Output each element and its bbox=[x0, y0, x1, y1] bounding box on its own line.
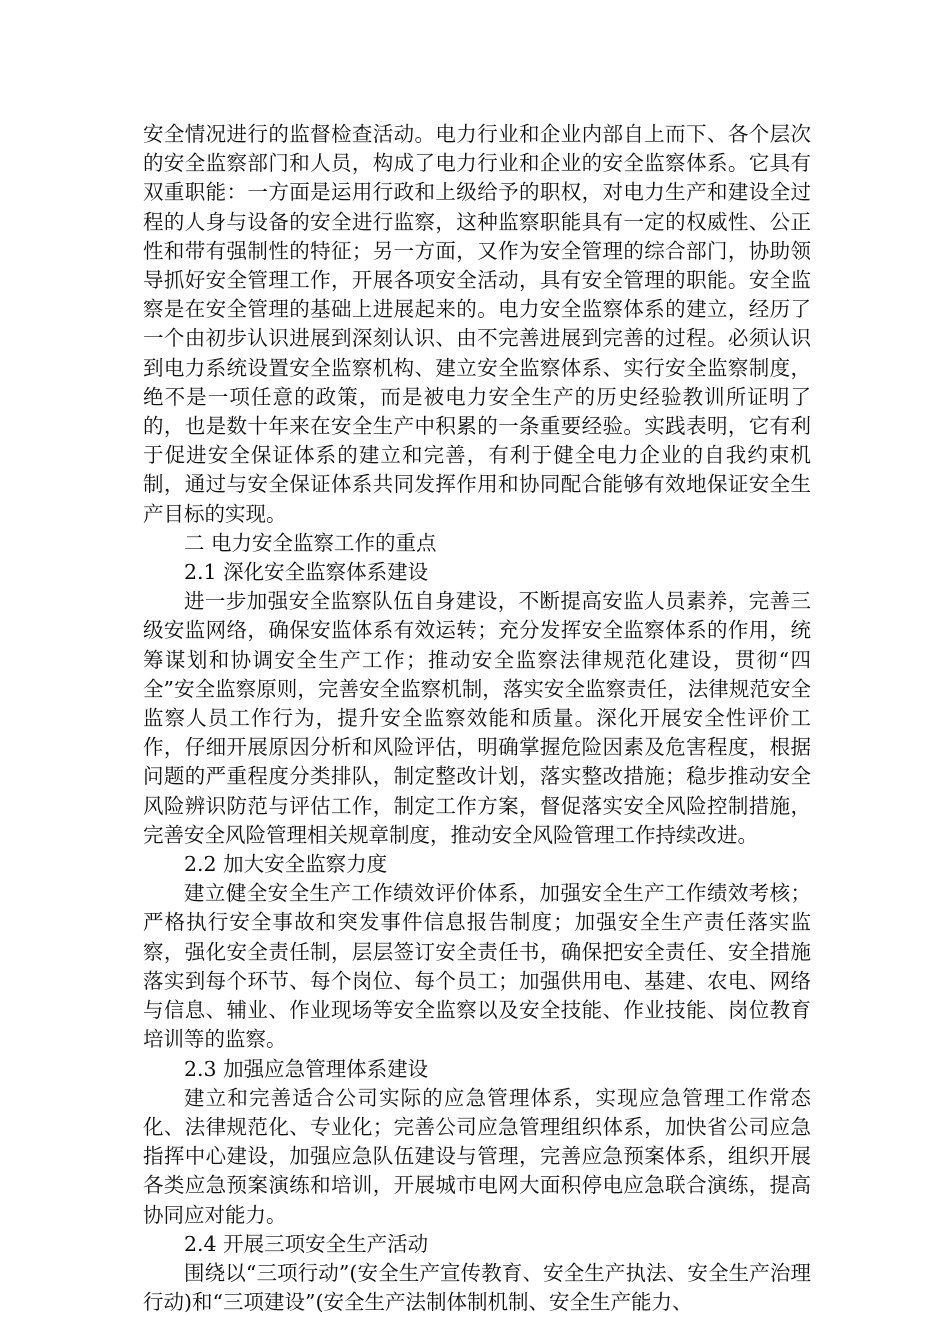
paragraph-2-2: 建立健全安全生产工作绩效评价体系，加强安全生产工作绩效考核；严格执行安全事故和突发事件信息报告制度；加强安全生产责任落实监察，强化安全责任制，层层签订安全责任书，确保把安全责任、安全措施落实到每个环节、每个岗位、每个员工；加强供用电、基建、农电、网络与信息、辅业、作业现场等安全监察以及安全技能、作业技能、岗位教育培训等的监察。 bbox=[143, 881, 811, 1052]
subsection-heading-2-3: 2.3 加强应急管理体系建设 bbox=[184, 1056, 429, 1081]
section-heading-2: 二 电力安全监察工作的重点 bbox=[184, 530, 437, 555]
document-page bbox=[143, 120, 811, 1317]
paragraph-2-3: 建立和完善适合公司实际的应急管理体系，实现应急管理工作常态化、法律规范化、专业化；完善公司应急管理组织体系，加快省公司应急指挥中心建设，加强应急队伍建设与管理，完善应急预案体系，组织开展各类应急预案演练和培训，开展城市电网大面积停电应急联合演练，提高协同应对能力。 bbox=[143, 1085, 811, 1227]
paragraph-2-1: 进一步加强安全监察队伍自身建设，不断提高安监人员素养，完善三级安监网络，确保安监体系有效运转；充分发挥安全监察体系的作用，统筹谋划和协调安全生产工作；推动安全监察法律规范化建设，贯彻“四全”安全监察原则，完善安全监察机制，落实安全监察责任，法律规范安全监察人员工作行为，提升安全监察效能和质量。深化开展安全性评价工作，仔细开展原因分析和风险评估，明确掌握危险因素及危害程度，根据问题的严重程度分类排队，制定整改计划，落实整改措施；稳步推动安全风险辨识防范与评估工作，制定工作方案，督促落实安全风险控制措施，完善安全风险管理相关规章制度，推动安全风险管理工作持续改进。 bbox=[143, 589, 811, 847]
paragraph-2-4: 围绕以“三项行动”(安全生产宣传教育、安全生产执法、安全生产治理行动)和“三项建设”(安全生产法制体制机制、安全生产能力、 bbox=[143, 1260, 811, 1315]
paragraph-intro: 安全情况进行的监督检查活动。电力行业和企业内部自上而下、各个层次的安全监察部门和人员，构成了电力行业和企业的安全监察体系。它具有双重职能：一方面是运用行政和上级给予的职权，对电力生产和建设全过程的人身与设备的安全进行监察，这种监察职能具有一定的权威性、公正性和带有强制性的特征；另一方面，又作为安全管理的综合部门，协助领导抓好安全管理工作，开展各项安全活动，具有安全管理的职能。安全监察是在安全管理的基础上进展起来的。电力安全监察体系的建立，经历了一个由初步认识进展到深刻认识、由不完善进展到完善的过程。必须认识到电力系统设置安全监察机构、建立安全监察体系、实行安全监察制度，绝不是一项任意的政策，而是被电力安全生产的历史经验教训所证明了的，也是数十年来在安全生产中积累的一条重要经验。实践表明，它有利于促进安全保证体系的建立和完善，有利于健全电力企业的自我约束机制，通过与安全保证体系共同发挥作用和协同配合能够有效地保证安全生产目标的实现。 bbox=[143, 122, 811, 526]
subsection-heading-2-4: 2.4 开展三项安全生产活动 bbox=[184, 1231, 429, 1256]
subsection-heading-2-2: 2.2 加大安全监察力度 bbox=[184, 852, 388, 877]
subsection-heading-2-1: 2.1 深化安全监察体系建设 bbox=[184, 560, 429, 585]
